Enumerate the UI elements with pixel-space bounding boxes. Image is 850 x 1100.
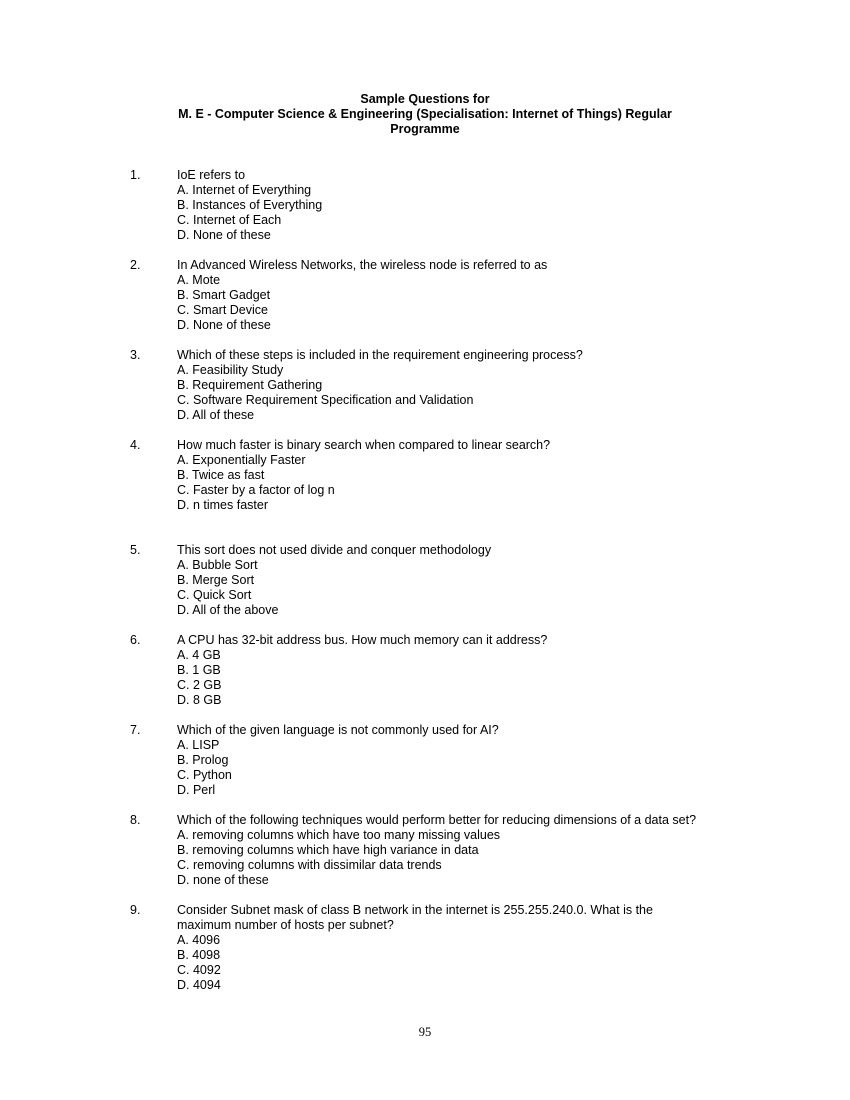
option-d: D. None of these	[177, 318, 271, 332]
question-number: 6.	[130, 633, 141, 647]
option-b: B. Merge Sort	[177, 573, 255, 587]
question-text: A CPU has 32-bit address bus. How much memory can it address?	[177, 633, 548, 647]
question-text: Which of the following techniques would perform better for reducing dimensions of a data set?	[177, 813, 697, 827]
question-text: Consider Subnet mask of class B network in the internet is 255.255.240.0. What is the maximum number of hosts per subnet?	[177, 903, 653, 932]
option-b: B. Prolog	[177, 753, 229, 767]
question-number: 8.	[130, 813, 141, 827]
option-c: C. Software Requirement Specification and Validation	[177, 393, 474, 407]
option-c: C. Smart Device	[177, 303, 268, 317]
option-d: D. All of these	[177, 408, 255, 422]
option-d: D. none of these	[177, 873, 269, 887]
option-c: C. Python	[177, 768, 232, 782]
question-list	[0, 168, 850, 993]
option-a: A. 4096	[177, 933, 221, 947]
option-c: C. 4092	[177, 963, 221, 977]
question-number: 9.	[130, 903, 141, 917]
header-programme: M. E - Computer Science & Engineering (Specialisation: Internet of Things) Regular	[178, 107, 672, 121]
question-2	[0, 258, 850, 333]
option-d: D. Perl	[177, 783, 216, 797]
question-text: In Advanced Wireless Networks, the wireless node is referred to as	[177, 258, 548, 272]
option-c: C. Quick Sort	[177, 588, 252, 602]
question-8	[0, 813, 850, 888]
option-b: B. 4098	[177, 948, 221, 962]
option-c: C. Internet of Each	[177, 213, 282, 227]
question-1	[0, 168, 850, 243]
option-c: C. removing columns with dissimilar data trends	[177, 858, 442, 872]
question-number: 5.	[130, 543, 141, 557]
option-b: B. Instances of Everything	[177, 198, 323, 212]
question-5	[0, 543, 850, 618]
page-number: 95	[418, 1025, 432, 1039]
option-d: D. None of these	[177, 228, 271, 242]
question-number: 2.	[130, 258, 141, 272]
option-d: D. 8 GB	[177, 693, 222, 707]
option-a: A. Feasibility Study	[177, 363, 284, 377]
option-b: B. Smart Gadget	[177, 288, 271, 302]
header-programme-cont: Programme	[390, 122, 460, 136]
option-a: A. Internet of Everything	[177, 183, 312, 197]
question-text: How much faster is binary search when compared to linear search?	[177, 438, 551, 452]
option-a: A. LISP	[177, 738, 220, 752]
question-number: 7.	[130, 723, 141, 737]
option-c: C. Faster by a factor of log n	[177, 483, 335, 497]
option-a: A. Exponentially Faster	[177, 453, 306, 467]
header-title: Sample Questions for	[360, 92, 490, 106]
question-text: Which of the given language is not commonly used for AI?	[177, 723, 499, 737]
question-3	[0, 348, 850, 423]
option-a: A. removing columns which have too many missing values	[177, 828, 501, 842]
question-number: 1.	[130, 168, 141, 182]
option-d: D. n times faster	[177, 498, 268, 512]
question-number: 4.	[130, 438, 141, 452]
question-number: 3.	[130, 348, 141, 362]
option-b: B. Requirement Gathering	[177, 378, 323, 392]
option-b: B. Twice as fast	[177, 468, 265, 482]
option-c: C. 2 GB	[177, 678, 222, 692]
option-d: D. 4094	[177, 978, 221, 992]
question-text: Which of these steps is included in the requirement engineering process?	[177, 348, 583, 362]
question-9	[0, 903, 850, 993]
option-d: D. All of the above	[177, 603, 279, 617]
document-header	[0, 92, 850, 137]
option-b: B. removing columns which have high variance in data	[177, 843, 479, 857]
question-text: IoE refers to	[177, 168, 246, 182]
question-4	[0, 438, 850, 513]
option-a: A. Mote	[177, 273, 221, 287]
question-6	[0, 633, 850, 708]
option-b: B. 1 GB	[177, 663, 221, 677]
question-7	[0, 723, 850, 798]
question-text: This sort does not used divide and conquer methodology	[177, 543, 492, 557]
option-a: A. Bubble Sort	[177, 558, 258, 572]
option-a: A. 4 GB	[177, 648, 221, 662]
